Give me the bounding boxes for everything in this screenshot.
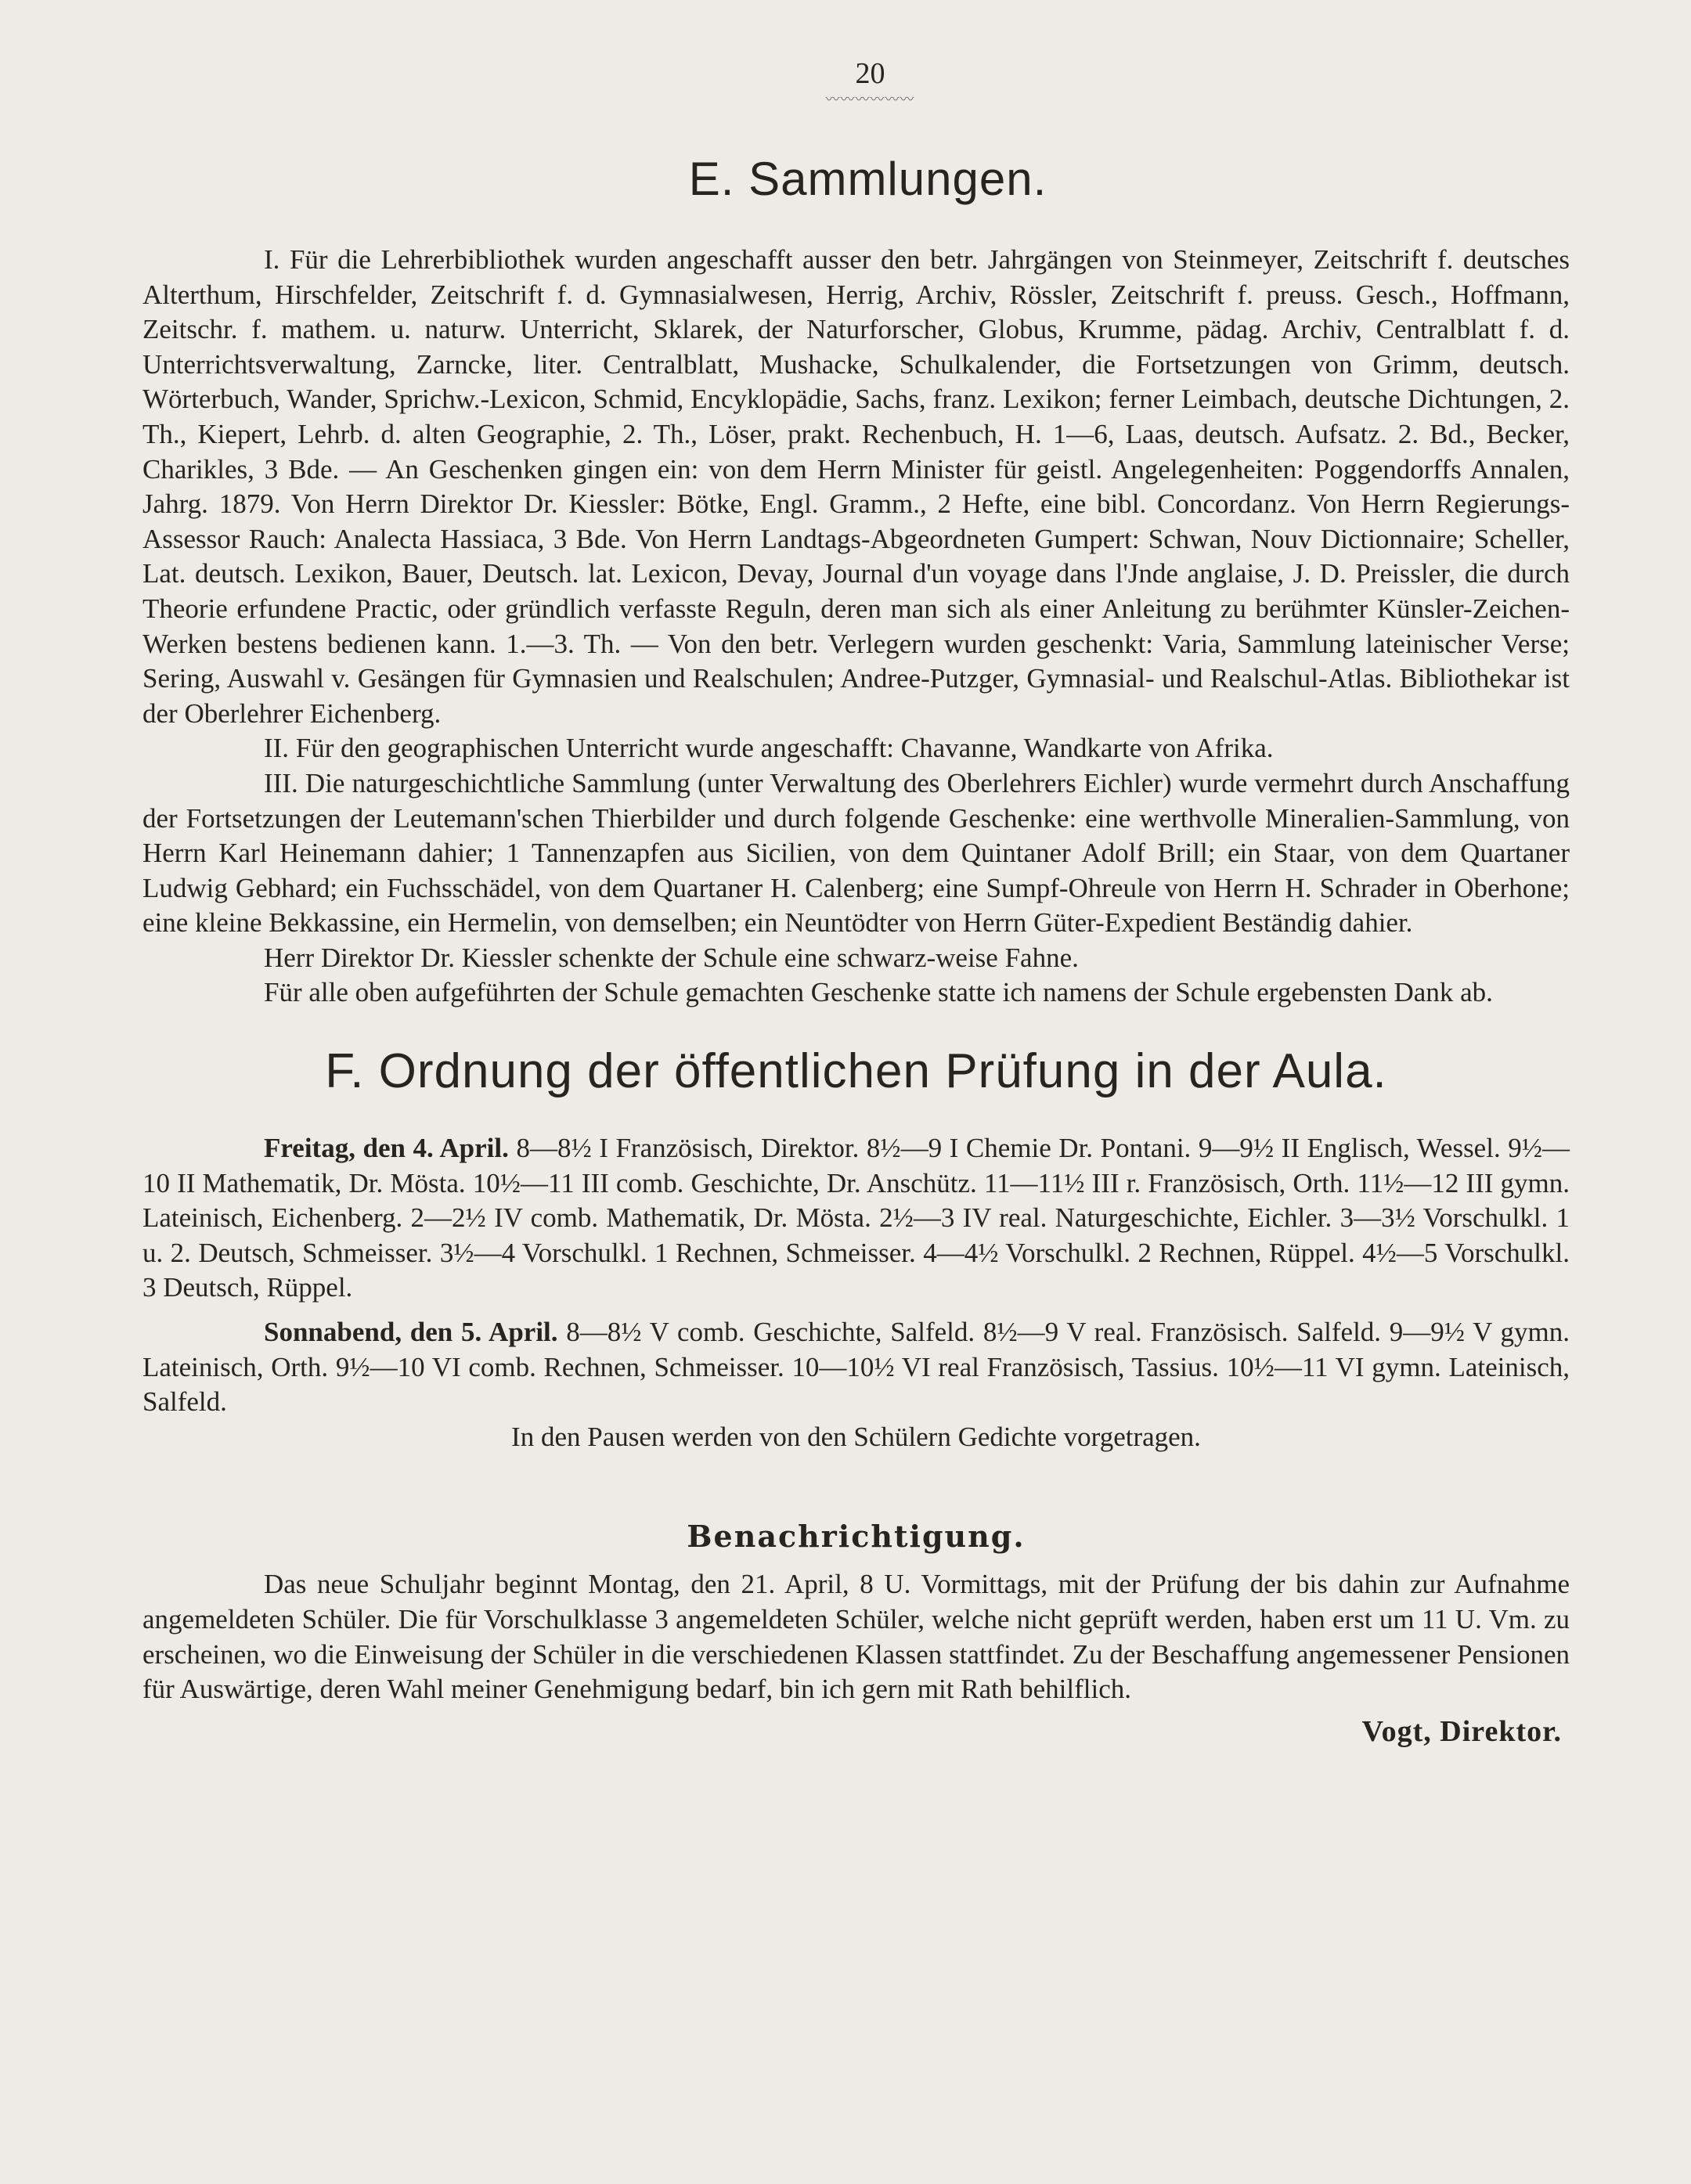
section-e-heading: E. Sammlungen.	[688, 153, 1047, 205]
natural-history-paragraph: III. Die naturgeschichtliche Sammlung (unter Verwaltung des Oberlehrers Eichler) wurde vermehrt durch Anschaffung der Fortsetzungen der Leutemann'schen Thierbilder und durch folgende Geschenke: eine werthvolle Mineralien-Sammlung, von Herrn Karl Heinemann dahier; 1 Tannenzapfen aus Sicilien, von dem Quintaner Adolf Brill; ein Staar, von dem Quartaner Ludwig Gebhard; ein Fuchsschädel, von dem Quartaner H. Calenberg; eine Sumpf-Ohreule von Herrn H. Schrader in Oberhone; eine kleine Bekkassine, ein Hermelin, von demselben; ein Neuntödter von Herrn Güter-Expedient Beständig dahier.	[142, 767, 1570, 939]
section-e-body	[142, 243, 1570, 1011]
notice-paragraph: Das neue Schuljahr beginnt Montag, den 21. April, 8 U. Vormittags, mit der Prüfung der bis dahin zur Aufnahme angemeldeten Schüler. Die für Vorschulklasse 3 angemeldeten Schüler, welche nicht geprüft werden, haben erst um 11 U. Vm. zu erscheinen, wo die Einweisung der Schüler in die verschiedenen Klassen stattfindet. Zu der Beschaffung angemessener Pensionen für Auswärtige, deren Wahl meiner Genehmigung bedarf, bin ich gern mit Rath behilflich.	[142, 1569, 1570, 1705]
friday-schedule	[142, 1131, 1570, 1306]
saturday-label: Sonnabend, den 5. April.	[264, 1317, 558, 1348]
pause-note: In den Pausen werden von den Schülern Gedichte vorgetragen.	[511, 1421, 1201, 1452]
signature: Vogt, Direktor.	[1361, 1714, 1562, 1748]
section-f-heading: F. Ordnung der öffentlichen Prüfung in der Aula.	[325, 1044, 1387, 1099]
page-number: 20	[855, 57, 885, 90]
saturday-schedule	[142, 1315, 1570, 1420]
library-paragraph: I. Für die Lehrerbibliothek wurden angeschafft ausser den betr. Jahrgängen von Steinmeyer, Zeitschrift f. deutsches Alterthum, Hirschfelder, Zeitschrift f. d. Gymnasialwesen, Herrig, Archiv, Rössler, Zeitschrift f. preuss. Gesch., Hoffmann, Zeitschr. f. mathem. u. naturw. Unterricht, Sklarek, der Naturforscher, Globus, Krumme, pädag. Archiv, Centralblatt f. d. Unterrichtsverwaltung, Zarncke, liter. Centralblatt, Mushacke, Schulkalender, die Fortsetzungen von Grimm, deutsch. Wörterbuch, Wander, Sprichw.-Lexicon, Schmid, Encyklopädie, Sachs, franz. Lexikon; ferner Leimbach, deutsche Dichtungen, 2. Th., Kiepert, Lehrb. d. alten Geographie, 2. Th., Löser, prakt. Rechenbuch, H. 1—6, Laas, deutsch. Aufsatz. 2. Bd., Becker, Charikles, 3 Bde. — An Geschenken gingen ein: von dem Herrn Minister für geistl. Angelegenheiten: Poggendorffs Annalen, Jahrg. 1879. Von Herrn Direktor Dr. Kiessler: Bötke, Engl. Gramm., 2 Hefte, eine bibl. Concordanz. Von Herrn Regierungs-Assessor Rauch: Analecta Hassiaca, 3 Bde. Von Herrn Landtags-Abgeordneten Gumpert: Schwan, Nouv Dictionnaire; Scheller, Lat. deutsch. Lexikon, Bauer, Deutsch. lat. Lexicon, Devay, Journal d'un voyage dans l'Jnde anglaise, J. D. Preissler, die durch Theorie erfundene Practic, oder gründlich verfasste Reguln, deren man sich als einer Anleitung zu berühmter Künsler-Zeichen-Werken bestens bedienen kann. 1.—3. Th. — Von den betr. Verlegern wurden geschenkt: Varia, Sammlung lateinischer Verse; Sering, Auswahl v. Gesängen für Gymnasien und Realschulen; Andree-Putzger, Gymnasial- und Realschul-Atlas. Bibliothekar ist der Oberlehrer Eichenberg.	[142, 244, 1570, 729]
friday-text: 8—8½ I Französisch, Direktor. 8½—9 I Chemie Dr. Pontani. 9—9½ II Englisch, Wessel. 9½—10 II Mathematik, Dr. Mösta. 10½—11 III comb. Geschichte, Dr. Anschütz. 11—11½ III r. Französisch, Orth. 11½—12 III gymn. Lateinisch, Eichenberg. 2—2½ IV comb. Mathematik, Dr. Mösta. 2½—3 IV real. Naturgeschichte, Eichler. 3—3½ Vorschulkl. 1 u. 2. Deutsch, Schmeisser. 3½—4 Vorschulkl. 1 Rechnen, Schmeisser. 4—4½ Vorschulkl. 2 Rechnen, Rüppel. 4½—5 Vorschulkl. 3 Deutsch, Rüppel.	[142, 1133, 1570, 1303]
section-f-body	[142, 1131, 1570, 1454]
friday-label: Freitag, den 4. April.	[264, 1133, 509, 1164]
geography-paragraph: II. Für den geographischen Unterricht wurde angeschafft: Chavanne, Wandkarte von Afrika.	[264, 733, 1274, 764]
notice-body	[142, 1567, 1570, 1706]
saturday-text: 8—8½ V comb. Geschichte, Salfeld. 8½—9 V real. Französisch. Salfeld. 9—9½ V gymn. Lateinisch, Orth. 9½—10 VI comb. Rechnen, Schmeisser. 10—10½ VI real Französisch, Tassius. 10½—11 VI gymn. Lateinisch, Salfeld.	[142, 1317, 1570, 1418]
thanks-paragraph: Für alle oben aufgeführten der Schule gemachten Geschenke statte ich namens der Schule ergebensten Dank ab.	[264, 977, 1493, 1008]
notice-heading: Benachrichtigung.	[687, 1519, 1026, 1555]
page-number-ornament: 〰〰〰〰〰〰	[825, 92, 915, 107]
flag-gift-paragraph: Herr Direktor Dr. Kiessler schenkte der Schule eine schwarz-weise Fahne.	[264, 942, 1079, 973]
